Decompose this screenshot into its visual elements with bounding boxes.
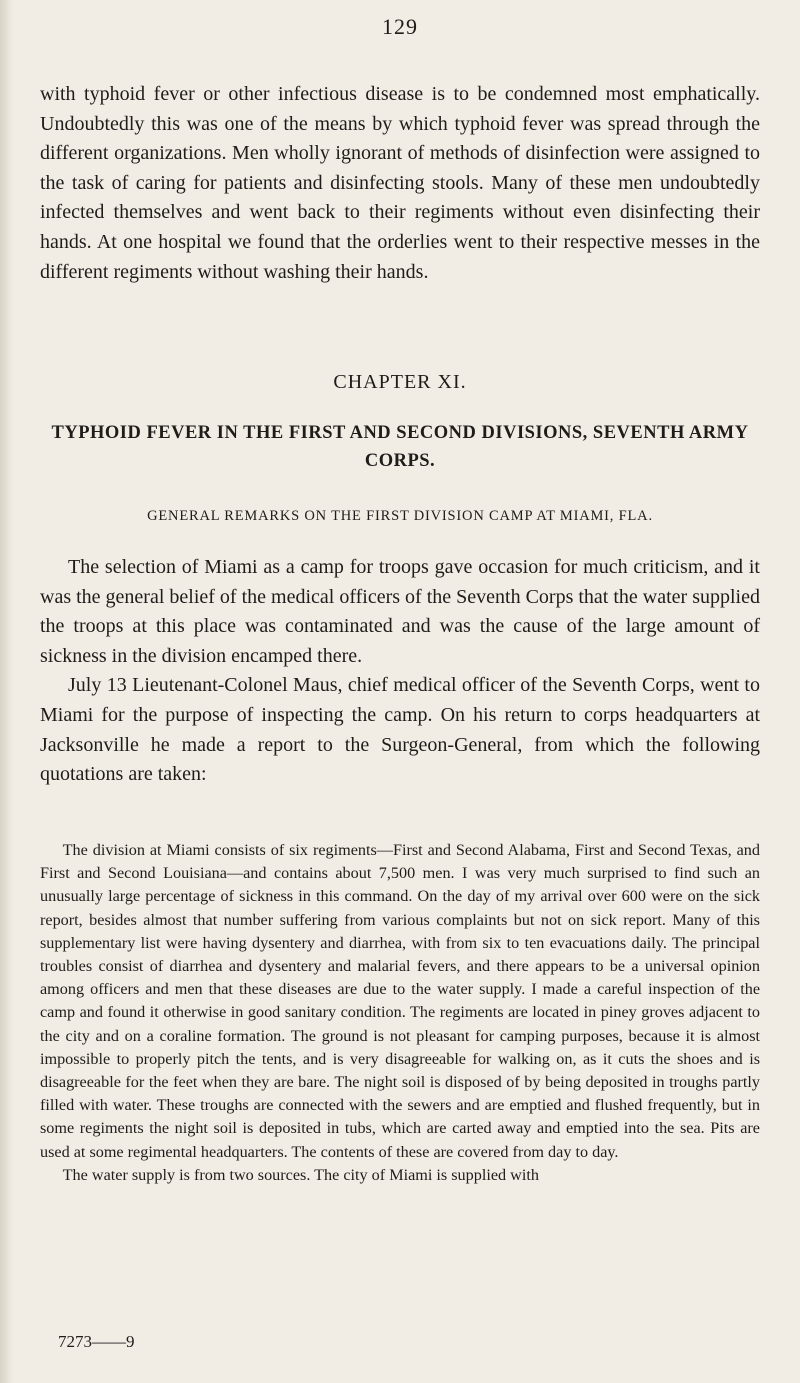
- quotation-paragraph: The division at Miami consists of six regiments—First and Second Alabama, First and Second Texas, and First and Second Louisiana—and contains about 7,500 men. I was very much surprised to find such an unusually large percentage of sickness in this command. On the day of my arrival over 600 were on the sick report, besides almost that number suffering from various complaints but not on sick report. Many of this supplementary list were having dysentery and diarrhea, with from six to ten evacuations daily. The principal troubles consist of diarrhea and dysentery and malarial fevers, and there appears to be a universal opinion among officers and men that these diseases are due to the water supply. I made a careful inspection of the camp and found it otherwise in good sanitary condition. The regiments are located in piney groves adjacent to the city and on a coraline formation. The ground is not pleasant for camping purposes, because it is almost impossible to properly pitch the tents, and is very disagreeable for walking on, as it cuts the shoes and is disagreeable for the feet when they are bare. The night soil is disposed of by being deposited in troughs partly filled with water. These troughs are connected with the sewers and are emptied and flushed frequently, but in some regiments the night soil is deposited in tubs, which are carted away and emptied into the sea. Pits are used at some regimental headquarters. The contents of these are covered from day to day.: [40, 841, 760, 1161]
- body-paragraph: July 13 Lieutenant-Colonel Maus, chief medical officer of the Seventh Corps, went to Miami for the purpose of inspecting the camp. On his return to corps headquarters at Jacksonville he made a report to the Surgeon-General, from which the following quotations are taken:: [40, 674, 760, 786]
- section-title: GENERAL REMARKS ON THE FIRST DIVISION CAMP AT MIAMI, FLA.: [147, 508, 653, 524]
- quotation-paragraph: The water supply is from two sources. The city of Miami is supplied with: [62, 1165, 539, 1184]
- body-paragraphs: [40, 553, 760, 790]
- report-quotation: [40, 839, 760, 1187]
- page-number: 129: [382, 14, 418, 39]
- chapter-title: TYPHOID FEVER IN THE FIRST AND SECOND DIVISIONS, SEVENTH ARMY CORPS.: [51, 423, 749, 471]
- chapter-label: CHAPTER XI.: [333, 371, 467, 393]
- continued-paragraph: with typhoid fever or other infectious disease is to be condemned most emphatically. Undoubtedly this was one of the means by which typhoid fever was spread through the different organizations. Men wholly ignorant of methods of disinfection were assigned to the task of caring for patients and disinfecting stools. Many of these men undoubtedly infected themselves and went back to their regiments without even disinfecting their hands. At one hospital we found that the orderlies went to their respective messes in the different regiments without washing their hands.: [40, 83, 760, 283]
- printer-signature-mark: 7273——9: [58, 1332, 135, 1351]
- continued-paragraph-block: [40, 80, 760, 287]
- body-paragraph: The selection of Miami as a camp for troops gave occasion for much criticism, and it was the general belief of the medical officers of the Seventh Corps that the water supplied the troops at this place was contaminated and was the cause of the large amount of sickness in the division encamped there.: [40, 556, 760, 667]
